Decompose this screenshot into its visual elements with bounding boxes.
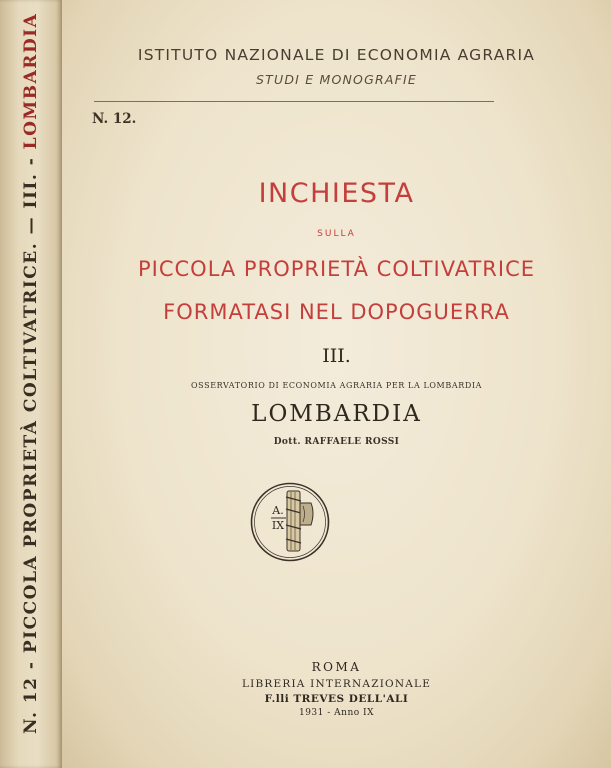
- cover-title: INCHIESTA: [258, 178, 415, 209]
- subtitle-line-1: PICCOLA PROPRIETÀ COLTIVATRICE: [138, 257, 535, 281]
- series-number: N. 12.: [92, 111, 137, 127]
- author-name: Dott. RAFFAELE ROSSI: [273, 437, 400, 447]
- series-name: STUDI E MONOGRAFIE: [256, 72, 417, 87]
- publisher-name: LIBRERIA INTERNAZIONALE: [241, 678, 432, 690]
- spine-series-title: N. 12 - PICCOLA PROPRIETÀ COLTIVATRICE. —: [21, 215, 41, 734]
- header-divider: [94, 101, 494, 102]
- region-title: LOMBARDIA: [251, 401, 422, 427]
- publication-year: 1931 - Anno IX: [298, 708, 374, 718]
- book-spine: [0, 0, 63, 768]
- publisher-imprint: F.lli TREVES DELL'ALI: [264, 693, 409, 705]
- fasces-emblem-icon: [249, 481, 331, 563]
- spine-text: [21, 12, 41, 734]
- spine-region: LOMBARDIA: [21, 12, 41, 150]
- emblem-label-bottom: IX: [271, 519, 285, 532]
- front-cover: [62, 0, 611, 768]
- title-connector: SULLA: [317, 229, 356, 239]
- observatory-name: OSSERVATORIO DI ECONOMIA AGRARIA PER LA LOMBARDIA: [191, 381, 482, 390]
- subtitle-line-2: FORMATASI NEL DOPOGUERRA: [163, 300, 510, 324]
- institute-name: ISTITUTO NAZIONALE DI ECONOMIA AGRARIA: [137, 46, 536, 64]
- volume-numeral: III.: [322, 345, 351, 367]
- emblem-label-top: A.: [272, 504, 284, 517]
- spine-volume: III. -: [21, 156, 41, 209]
- publisher-city: ROMA: [311, 660, 362, 674]
